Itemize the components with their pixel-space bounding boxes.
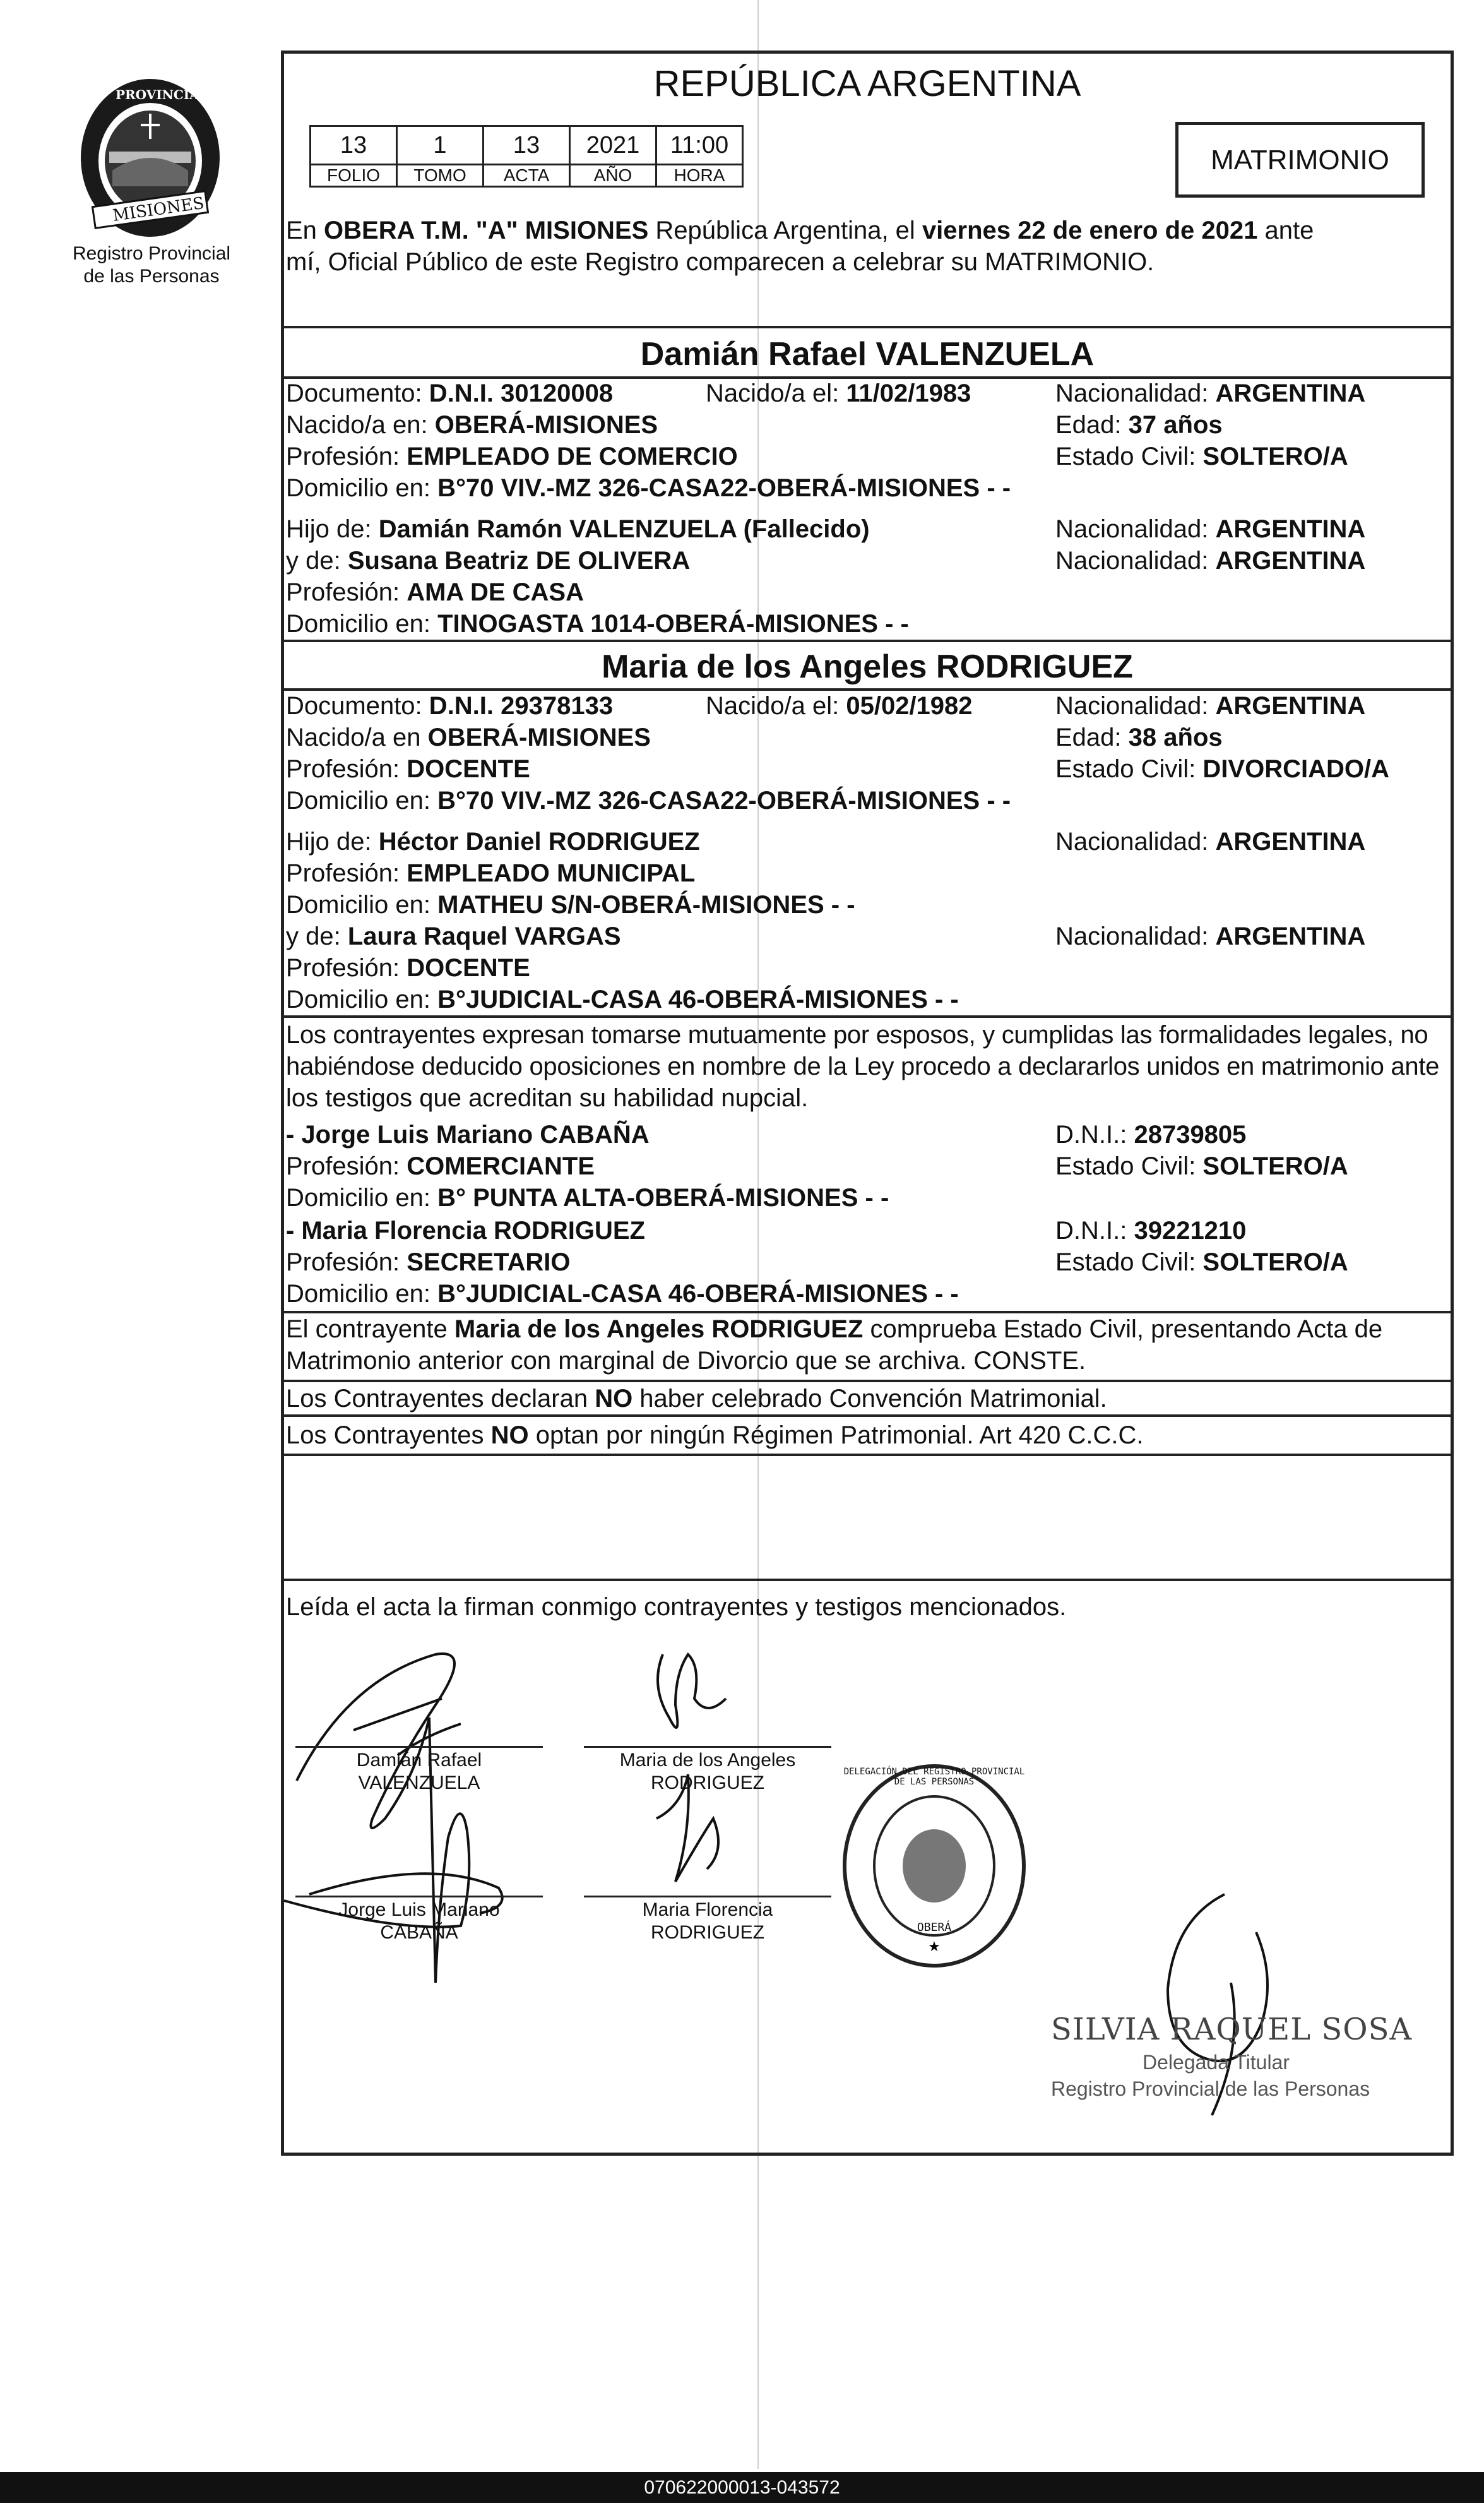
logo-caption-1: Registro Provincial	[72, 243, 231, 264]
divider	[281, 1380, 1454, 1382]
groom-born: Nacido/a el: 11/02/1983	[706, 379, 971, 407]
groom-age: Edad: 37 años	[1055, 411, 1223, 439]
groom-mother-profession: Profesión: AMA DE CASA	[286, 578, 584, 606]
page-title: REPÚBLICA ARGENTINA	[653, 63, 1081, 104]
regime-line-1: Los Contrayentes declaran NO haber celebrado Convención Matrimonial.	[286, 1385, 1107, 1413]
witness-2-dni: D.N.I.: 39221210	[1055, 1217, 1247, 1245]
official-title: Delegada Titular	[1143, 2051, 1290, 2074]
logo-arc-text: PROVINCIA DE	[116, 87, 225, 102]
bride-mother-nationality: Nacionalidad: ARGENTINA	[1055, 923, 1366, 950]
acta-label: ACTA	[484, 165, 570, 187]
official-office: Registro Provincial de las Personas	[1051, 2077, 1370, 2100]
signature-line-groom	[295, 1746, 543, 1748]
bride-civil-status: Estado Civil: DIVORCIADO/A	[1055, 755, 1389, 783]
bride-father-nationality: Nacionalidad: ARGENTINA	[1055, 828, 1366, 856]
anio-label: AÑO	[570, 165, 656, 187]
tomo-value: 1	[397, 126, 484, 165]
official-name: SILVIA RAQUEL SOSA	[1051, 2012, 1413, 2047]
divider	[281, 326, 1454, 328]
bride-father: Hijo de: Héctor Daniel RODRIGUEZ	[286, 828, 700, 856]
divider	[281, 640, 1454, 642]
bride-born: Nacido/a el: 05/02/1982	[706, 692, 973, 720]
bride-father-address: Domicilio en: MATHEU S/N-OBERÁ-MISIONES - -	[286, 891, 855, 919]
folio-value: 13	[311, 126, 397, 165]
witness-1-civil-status: Estado Civil: SOLTERO/A	[1055, 1152, 1348, 1180]
signature-witness-2-name-1: Maria Florencia	[642, 1899, 773, 1920]
bride-mother: y de: Laura Raquel VARGAS	[286, 923, 621, 950]
intro-date: viernes 22 de enero de 2021	[922, 217, 1258, 244]
witness-1-name: - Jorge Luis Mariano CABAÑA	[286, 1121, 650, 1149]
bride-doc: Documento: D.N.I. 29378133	[286, 692, 614, 720]
signature-groom-name-1: Damián Rafael	[356, 1750, 482, 1771]
signature-witness-1-name-1: Jorge Luis Mariano	[338, 1899, 500, 1920]
bride-nationality: Nacionalidad: ARGENTINA	[1055, 692, 1366, 720]
witness-2-address: Domicilio en: B°JUDICIAL-CASA 46-OBERÁ-MISIONES - -	[286, 1280, 959, 1308]
logo-caption-2: de las Personas	[83, 266, 220, 287]
groom-father: Hijo de: Damián Ramón VALENZUELA (Fallecido)	[286, 515, 870, 543]
stamp-outer-text: DELEGACIÓN DEL REGISTRO PROVINCIAL DE LAS PERSONAS	[843, 1767, 1025, 1787]
signature-witness-2-name-2: RODRIGUEZ	[651, 1922, 764, 1943]
tomo-label: TOMO	[397, 165, 484, 187]
document-type-box: MATRIMONIO	[1175, 122, 1425, 198]
signature-groom-name-2: VALENZUELA	[358, 1772, 480, 1793]
groom-doc: Documento: D.N.I. 30120008	[286, 379, 614, 407]
witness-2-name: - Maria Florencia RODRIGUEZ	[286, 1217, 645, 1245]
bride-age: Edad: 38 años	[1055, 724, 1223, 751]
folio-label: FOLIO	[311, 165, 397, 187]
signature-line-witness-2	[584, 1896, 831, 1897]
groom-nationality: Nacionalidad: ARGENTINA	[1055, 379, 1366, 407]
groom-name: Damián Rafael VALENZUELA	[640, 336, 1095, 373]
groom-address: Domicilio en: B°70 VIV.-MZ 326-CASA22-OBERÁ-MISIONES - -	[286, 474, 1011, 502]
stamp-bottom-text: OBERÁ	[917, 1921, 952, 1934]
province-logo	[74, 76, 226, 240]
svg-text:★: ★	[928, 1939, 941, 1955]
acta-value: 13	[484, 126, 570, 165]
witness-1-dni: D.N.I.: 28739805	[1055, 1121, 1247, 1149]
groom-mother-nationality: Nacionalidad: ARGENTINA	[1055, 547, 1366, 575]
bride-mother-profession: Profesión: DOCENTE	[286, 954, 530, 982]
witness-2-profession: Profesión: SECRETARIO	[286, 1248, 571, 1276]
signature-line-bride	[584, 1746, 831, 1748]
divider	[281, 1579, 1454, 1581]
signature-bride-name-2: RODRIGUEZ	[651, 1772, 764, 1793]
reference-table	[309, 125, 744, 188]
bride-profession: Profesión: DOCENTE	[286, 755, 530, 783]
note-line-2: Matrimonio anterior con marginal de Divorcio que se archiva. CONSTE.	[286, 1347, 1086, 1375]
signature-scribbles	[271, 1629, 903, 2058]
groom-birthplace: Nacido/a en: OBERÁ-MISIONES	[286, 411, 658, 439]
bride-mother-address: Domicilio en: B°JUDICIAL-CASA 46-OBERÁ-MISIONES - -	[286, 986, 959, 1013]
intro-line-1: En OBERA T.M. "A" MISIONES República Argentina, el viernes 22 de enero de 2021 ante	[286, 217, 1314, 244]
declaration-line-3: los testigos que acreditan su habilidad nupcial.	[286, 1084, 809, 1112]
groom-civil-status: Estado Civil: SOLTERO/A	[1055, 443, 1348, 470]
hora-value: 11:00	[656, 126, 743, 165]
witness-1-address: Domicilio en: B° PUNTA ALTA-OBERÁ-MISIONES - -	[286, 1184, 889, 1212]
bride-address: Domicilio en: B°70 VIV.-MZ 326-CASA22-OBERÁ-MISIONES - -	[286, 787, 1011, 815]
closing-statement: Leída el acta la firman conmigo contrayentes y testigos mencionados.	[286, 1593, 1067, 1621]
footer-code: 070622000013-043572	[0, 2472, 1484, 2503]
bride-name: Maria de los Angeles RODRIGUEZ	[602, 648, 1133, 685]
regime-line-2: Los Contrayentes NO optan por ningún Régimen Patrimonial. Art 420 C.C.C.	[286, 1421, 1144, 1449]
hora-label: HORA	[656, 165, 743, 187]
official-stamp	[840, 1762, 1029, 1970]
anio-value: 2021	[570, 126, 656, 165]
groom-mother: y de: Susana Beatriz DE OLIVERA	[286, 547, 691, 575]
divider	[281, 1454, 1454, 1456]
bride-birthplace: Nacido/a en OBERÁ-MISIONES	[286, 724, 651, 751]
signature-bride-name-1: Maria de los Angeles	[619, 1750, 796, 1771]
bride-father-profession: Profesión: EMPLEADO MUNICIPAL	[286, 859, 696, 887]
intro-line-2: mí, Oficial Público de este Registro comparecen a celebrar su MATRIMONIO.	[286, 248, 1155, 276]
divider	[281, 1414, 1454, 1417]
divider	[281, 1015, 1454, 1018]
signature-line-witness-1	[295, 1896, 543, 1897]
witness-2-civil-status: Estado Civil: SOLTERO/A	[1055, 1248, 1348, 1276]
groom-profession: Profesión: EMPLEADO DE COMERCIO	[286, 443, 738, 470]
witness-1-profession: Profesión: COMERCIANTE	[286, 1152, 595, 1180]
declaration-line-1: Los contrayentes expresan tomarse mutuamente por esposos, y cumplidas las formalidades legales, no	[286, 1021, 1428, 1049]
logo-band-text: MISIONES	[111, 193, 206, 226]
groom-father-nationality: Nacionalidad: ARGENTINA	[1055, 515, 1366, 543]
groom-parents-address: Domicilio en: TINOGASTA 1014-OBERÁ-MISIONES - -	[286, 610, 909, 638]
note-line-1: El contrayente Maria de los Angeles RODRIGUEZ comprueba Estado Civil, presentando Acta de	[286, 1315, 1383, 1343]
intro-place: OBERA T.M. "A" MISIONES	[324, 217, 649, 244]
declaration-line-2: habiéndose deducido oposiciones en nombre de la Ley procedo a declararlos unidos en matrimonio ante	[286, 1053, 1440, 1080]
signature-witness-1-name-2: CABAÑA	[380, 1922, 458, 1943]
